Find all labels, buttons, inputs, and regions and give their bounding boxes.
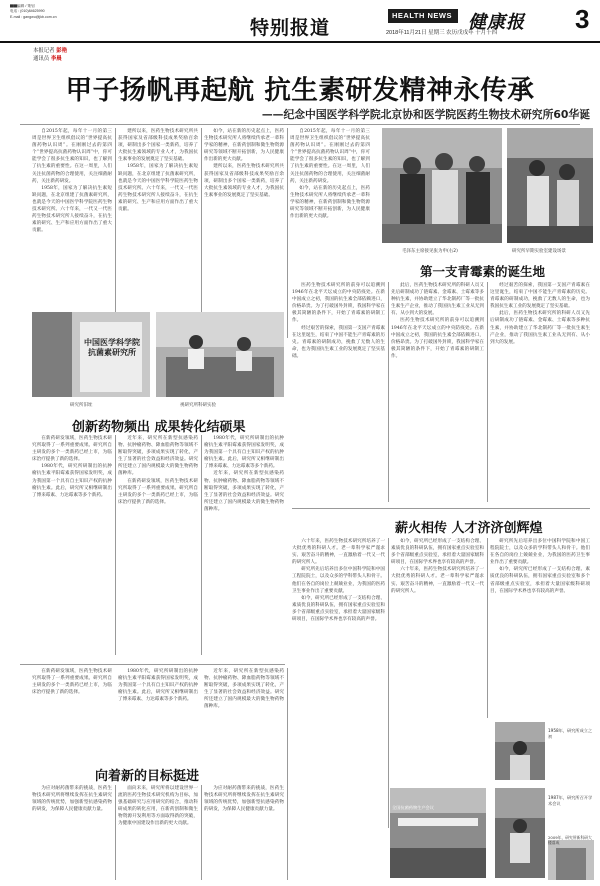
section2-tail-column-1 — [32, 668, 112, 758]
column-rule — [287, 128, 288, 338]
masthead-rule — [0, 41, 600, 43]
paragraph: 自2015年起，每年十一月的第三周是世界卫生组织倡议的“世界提高抗菌药物认识周”。在刚刚过去的第四个“世界提高抗菌药物认识周”中，你可能学会了很多抗生素的知识，也了解到了抗生素的重要性。在这一周里，人们关注抗菌药物的合理使用，关注细菌耐药，关注新药研发。 — [32, 129, 112, 184]
photo-image — [507, 128, 593, 243]
column-rule — [115, 435, 116, 655]
paragraph: 如今，站在新的历史起点上，医药生物技术研究所人将继续传承老一辈科学家的精神，在新药创制和微生物资源研究等领域不断开拓创新，为人民健康作出新的更大贡献。 — [290, 185, 370, 220]
paragraph: 近年来，研究所在新型抗感染药物、抗肿瘤药物、降血脂药物等领域不断取得突破，多项成果实现了转化，产生了显著的社会效益和经济效益。研究所还建立了国内规模最大的微生物药物菌种库。 — [204, 669, 284, 710]
byline-name: 彭艳 — [56, 48, 68, 54]
section4-column-3 — [204, 785, 284, 880]
main-headline: 甲子扬帆再起航 抗生素研发精神永传承 — [65, 75, 535, 106]
byline-correspondent — [33, 55, 67, 63]
issue-date: 2018年11月21日 星期三 农历戊戌年 十月十四 — [386, 30, 498, 36]
paragraph: 六十年来，医药生物技术研究所培养了一大批优秀的科研人才。老一辈科学家严谨求实、艰苦奋斗的精神，一直激励着一代又一代的研究所人。 — [292, 539, 385, 566]
section-title: 特别报道 — [250, 17, 331, 39]
paragraph: 此后，医药生物技术研究所的科研人员又先后研制成功了链霉素、金霉素、土霉素等多种抗生素，并协助建立了华北制药厂等一批抗生素生产企业，推动了我国抗生素工业从无到有、从小到大的发展。 — [391, 283, 484, 317]
section2-column-2 — [118, 435, 198, 655]
section-rule — [20, 664, 285, 665]
photo-new-building — [548, 840, 594, 880]
paragraph: 如今，研究所已经形成了一支结构合理、素质优良的科研队伍，拥有国家重点实验室和多个省部级重点实验室，承担着大量国家级科研项目，在国际学术界也享有较高的声誉。 — [292, 595, 385, 623]
photo-caption: 毛泽东主席接见张为申(右2) — [402, 249, 458, 254]
paragraph: 自2015年起，每年十一月的第三周是世界卫生组织倡议的“世界提高抗菌药物认识周”。在刚刚过去的第四个“世界提高抗菌药物认识周”中，你可能学会了很多抗生素的知识，也了解到了抗生素的重要性。在这一周里，人们关注抗菌药物的合理使用，关注细菌耐药，关注新药研发。 — [290, 129, 370, 184]
photo-caption: 1987年，研究所召开学术会议 — [548, 795, 593, 806]
intro-column-2 — [118, 128, 198, 338]
section1-column-2 — [391, 282, 484, 502]
paragraph: 在新药研发领域，医药生物技术研究所取得了一系列重要成果。研究所自主研发的多个一类新药已经上市，为临床治疗提供了新的选择。 — [32, 436, 112, 463]
byline-name: 李晨 — [50, 56, 62, 62]
paragraph: 1958年，国家为了解决抗生素短缺问题，在北京组建了抗菌素研究所，也就是今天的中国医学科学院医药生物技术研究所。六十年来，一代又一代医药生物技术研究所人接续奋斗，在抗生素的研究、生产和应用方面作出了重大贡献。 — [32, 185, 112, 234]
intro-column-1 — [32, 128, 112, 338]
section-heading-4: 向着新的目标挺进 — [95, 769, 200, 784]
section4-column-1 — [32, 785, 112, 880]
column-rule — [201, 785, 202, 880]
section-heading-2: 创新药物频出 成果转化结硕果 — [72, 420, 246, 435]
photo-image — [382, 128, 502, 243]
photo-image — [548, 840, 594, 880]
section2-column-1 — [32, 435, 112, 655]
paragraph: 为应对耐药菌带来的挑战，医药生物技术研究所将继续发挥在抗生素研究领域的传统优势，加强新型抗感染药物的研发，为保障人民健康贡献力量。 — [204, 786, 284, 813]
paragraph: 近年来，研究所在新型抗感染药物、抗肿瘤药物、降血脂药物等领域不断取得突破，多项成果实现了转化，产生了显著的社会效益和经济效益。研究所还建立了国内规模最大的微生物药物菌种库。 — [118, 436, 198, 477]
column-rule — [115, 785, 116, 880]
column-rule — [487, 282, 488, 502]
photo-research-lab — [156, 312, 284, 397]
paragraph: 面向未来，研究所将以建设世界一流的医药生物技术研究机构为目标，加强基础研究与应用研究的结合，推动科研成果的转化应用，在新药创制和微生物资源开发利用等方面取得新的突破，为健康中国建设作出新的更大贡献。 — [118, 786, 198, 827]
photo-image — [495, 722, 545, 780]
paragraph: 研究所先后培养出多位中国科学院和中国工程院院士，以及众多的学科带头人和骨干。他们在各自的岗位上兢兢业业，为我国的医药卫生事业作出了重要贡献。 — [490, 539, 590, 566]
byline — [33, 47, 67, 63]
column-rule — [201, 128, 202, 338]
paragraph: 如今，研究所已经形成了一支结构合理、素质优良的科研队伍，拥有国家重点实验室和多个省部级重点实验室，承担着大量国家级科研项目，在国际学术界也享有较高的声誉。 — [490, 567, 590, 594]
institute-sign-text: 中国医学科学院 抗菌素研究所 — [84, 338, 140, 357]
paragraph: 经过艰苦的探索，我国第一支国产青霉素在这里诞生，结束了中国不能生产青霉素的历史。青霉素的研制成功，挽救了无数人的生命，也为我国抗生素工业的发展奠定了坚实基础。 — [490, 283, 590, 310]
photo-image — [390, 788, 486, 878]
headline-rule — [20, 124, 580, 125]
column-rule — [287, 668, 288, 880]
phone-line: 电话 : (010)84625990 — [10, 9, 45, 14]
photo-mao-meeting — [382, 128, 502, 243]
section3-column-3 — [490, 538, 590, 718]
column-rule — [201, 435, 202, 655]
paragraph: 1958年，国家为了解决抗生素短缺问题，在北京组建了抗菌素研究所，也就是今天的中国医学科学院医药生物技术研究所。六十年来，一代又一代医药生物技术研究所人接续奋斗，在抗生素的研究、生产和应用方面作出了重大贡献。 — [118, 164, 198, 213]
paragraph: 六十年来，医药生物技术研究所培养了一大批优秀的科研人才。老一辈科学家严谨求实、艰苦奋斗的精神，一直激励着一代又一代的研究所人。 — [391, 567, 484, 594]
photo-meeting-conference — [390, 788, 486, 878]
photo-caption: 1958年，研究所成立之初 — [548, 728, 593, 739]
photo-1958-founding — [495, 722, 545, 780]
editor-line: ▇▇编辑 / 策划 — [10, 4, 35, 8]
section-rule — [292, 508, 590, 509]
paragraph: 在新药研发领域，医药生物技术研究所取得了一系列重要成果。研究所自主研发的多个一类新药已经上市，为临床治疗提供了新的选择。 — [32, 669, 112, 696]
paragraph: 医药生物技术研究所的前身可以追溯到1946年在北平天坛成立的中央防疫处。在新中国成立之初，我国的抗生素全部依赖进口，价格昂贵。为了打破国外封锁，我国科学家在极其简陋的条件下，开始了青霉素的研制工作。 — [391, 318, 484, 359]
photo-caption: 研究所旧址 — [70, 403, 93, 408]
email-line: E-mail : gangwu@jkb.com.cn — [10, 14, 57, 19]
photo-caption: 研究所早期实验室建设场景 — [512, 249, 566, 254]
photo-caption: 全国抗菌药物生产会议 — [392, 805, 434, 810]
section-heading-3: 薪火相传 人才济济创辉煌 — [395, 521, 543, 536]
photo-caption: 2009年，研究所新科研大楼落成 — [548, 835, 592, 845]
section3-column-2 — [391, 538, 484, 718]
byline-label: 本报记者 — [33, 48, 55, 54]
column-rule — [487, 538, 488, 718]
photo-caption: 视研究所科研实验 — [180, 403, 216, 408]
paragraph: 建所以来，医药生物技术研究所共获得国家及省部级科技成果奖励百余项，研制出多个国家一类新药，培养了大批抗生素领域的专业人才，为我国抗生素事业的发展奠定了坚实基础。 — [118, 129, 198, 163]
paragraph: 在新药研发领域，医药生物技术研究所取得了一系列重要成果。研究所自主研发的多个一类新药已经上市，为临床治疗提供了新的选择。 — [118, 478, 198, 505]
column-rule — [388, 282, 389, 502]
byline-label: 通讯员 — [33, 56, 50, 62]
column-tag: HEALTH NEWS — [388, 9, 458, 23]
byline-reporter — [33, 47, 67, 55]
photo-1987-conference — [495, 788, 545, 878]
paragraph: 医药生物技术研究所的前身可以追溯到1946年在北平天坛成立的中央防疫处。在新中国成立之初，我国的抗生素全部依赖进口，价格昂贵。为了打破国外封锁，我国科学家在极其简陋的条件下，开始了青霉素的研制工作。 — [292, 283, 385, 324]
page-number: 3 — [575, 4, 590, 34]
paragraph: 近年来，研究所在新型抗感染药物、抗肿瘤药物、降血脂药物等领域不断取得突破，多项成果实现了转化，产生了显著的社会效益和经济效益。研究所还建立了国内规模最大的微生物药物菌种库。 — [204, 471, 284, 512]
section2-column-3 — [204, 435, 284, 655]
sub-headline: ——纪念中国医学科学院北京协和医学院医药生物技术研究所60华诞 — [261, 108, 590, 121]
photo-lab-early — [507, 128, 593, 243]
editor-contact — [10, 4, 140, 20]
section4-column-2 — [118, 785, 198, 880]
intro-column-3 — [204, 128, 284, 338]
paragraph: 研究所先后培养出多位中国科学院和中国工程院院士，以及众多的学科带头人和骨干。他们在各自的岗位上兢兢业业，为我国的医药卫生事业作出了重要贡献。 — [292, 567, 385, 594]
paragraph: 经过艰苦的探索，我国第一支国产青霉素在这里诞生，结束了中国不能生产青霉素的历史。青霉素的研制成功，挽救了无数人的生命，也为我国抗生素工业的发展奠定了坚实基础。 — [292, 325, 385, 359]
photo-image — [156, 312, 284, 397]
masthead — [0, 0, 600, 44]
paragraph: 建所以来，医药生物技术研究所共获得国家及省部级科技成果奖励百余项，研制出多个国家一类新药，培养了大批抗生素领域的专业人才，为我国抗生素事业的发展奠定了坚实基础。 — [204, 164, 284, 198]
column-rule — [115, 128, 116, 338]
paragraph: 1980年代，研究所研制出的抗肿瘤抗生素平阳霉素获得国家发明奖，成为我国第一个具有自主知识产权的抗肿瘤抗生素。此后，研究所又相继研制出了博来霉素、力达霉素等多个新药。 — [32, 464, 112, 498]
section1-column-3 — [490, 282, 590, 502]
paragraph: 如今，研究所已经形成了一支结构合理、素质优良的科研队伍，拥有国家重点实验室和多个省部级重点实验室，承担着大量国家级科研项目，在国际学术界也享有较高的声誉。 — [391, 539, 484, 566]
column-rule — [388, 538, 389, 828]
paragraph: 为应对耐药菌带来的挑战，医药生物技术研究所将继续发挥在抗生素研究领域的传统优势，加强新型抗感染药物的研发，为保障人民健康贡献力量。 — [32, 786, 112, 813]
section3-column-1 — [292, 538, 385, 828]
paragraph: 1980年代，研究所研制出的抗肿瘤抗生素平阳霉素获得国家发明奖，成为我国第一个具有自主知识产权的抗肿瘤抗生素。此后，研究所又相继研制出了博来霉素、力达霉素等多个新药。 — [118, 669, 198, 703]
newspaper-brand: 健康报 — [468, 12, 525, 33]
section-heading-1: 第一支青霉素的诞生地 — [420, 264, 546, 279]
paragraph: 如今，站在新的历史起点上，医药生物技术研究所人将继续传承老一辈科学家的精神，在新药创制和微生物资源研究等领域不断开拓创新，为人民健康作出新的更大贡献。 — [204, 129, 284, 163]
photo-image — [495, 788, 545, 878]
photo-institute-sign — [32, 312, 150, 397]
section2-tail-column-2 — [118, 668, 198, 758]
section1-column-1 — [292, 282, 385, 502]
paragraph: 此后，医药生物技术研究所的科研人员又先后研制成功了链霉素、金霉素、土霉素等多种抗生素，并协助建立了华北制药厂等一批抗生素生产企业，推动了我国抗生素工业从无到有、从小到大的发展。 — [490, 311, 590, 345]
paragraph: 1980年代，研究所研制出的抗肿瘤抗生素平阳霉素获得国家发明奖，成为我国第一个具有自主知识产权的抗肿瘤抗生素。此后，研究所又相继研制出了博来霉素、力达霉素等多个新药。 — [204, 436, 284, 470]
section2-tail-column-3 — [204, 668, 284, 758]
